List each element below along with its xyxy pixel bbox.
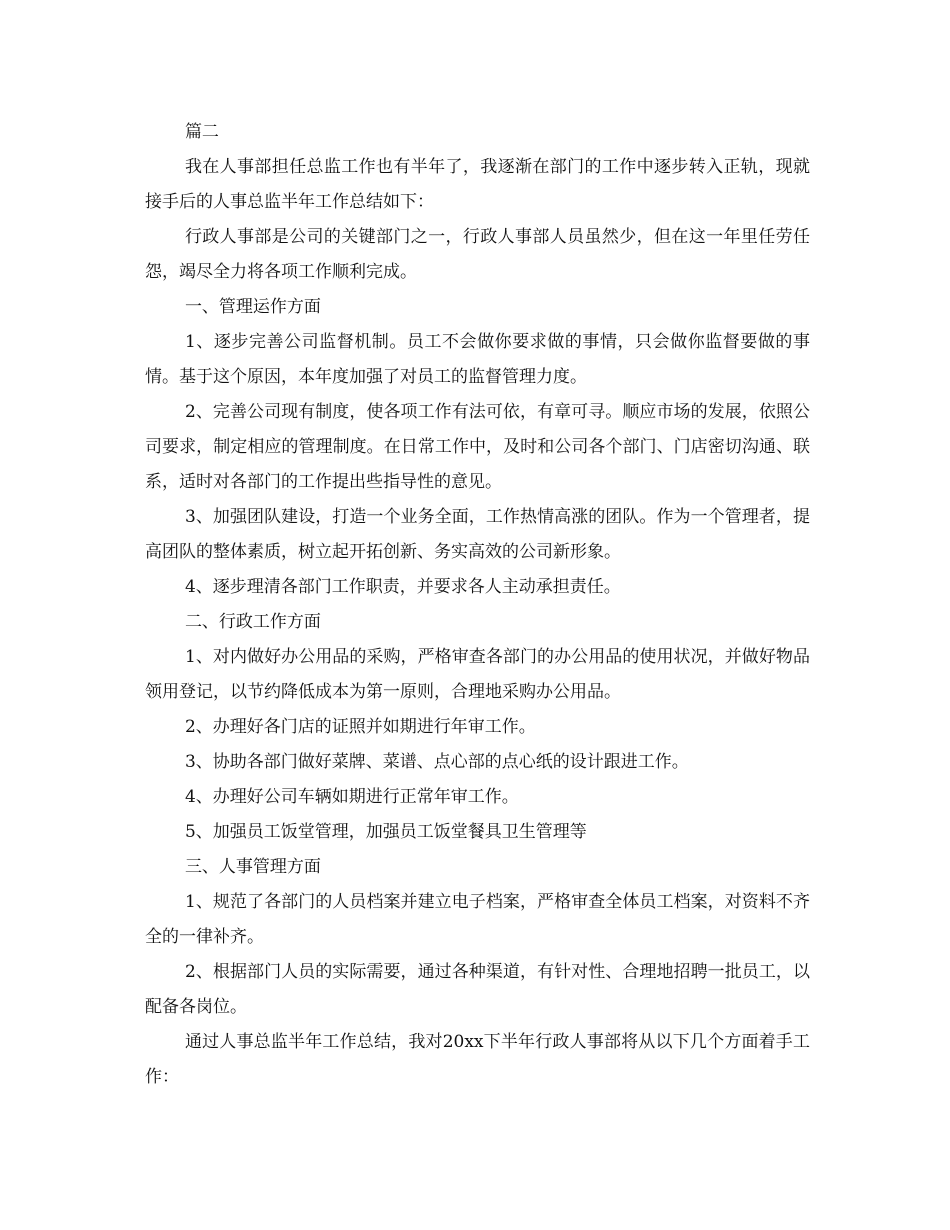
paragraph-conclusion: 通过人事总监半年工作总结，我对20xx下半年行政人事部将从以下几个方面着手工作：: [145, 1032, 810, 1087]
paragraph-admin-5: 5、加强员工饭堂管理，加强员工饭堂餐具卫生管理等: [184, 822, 587, 842]
paragraph-management-4: 4、逐步理清各部门工作职责，并要求各人主动承担责任。: [184, 577, 621, 597]
paragraph-management-3: 3、加强团队建设，打造一个业务全面，工作热情高涨的团队。作为一个管理者，提高团队的整体素质，树立起开拓创新、务实高效的公司新形象。: [145, 507, 810, 562]
paragraph-admin-2: 2、办理好各门店的证照并如期进行年审工作。: [184, 717, 536, 737]
heading-personnel: 三、人事管理方面: [184, 857, 321, 877]
heading-management: 一、管理运作方面: [184, 297, 321, 317]
paragraph-management-1: 1、逐步完善公司监督机制。员工不会做你要求做的事情，只会做你监督要做的事情。基于这个原因，本年度加强了对员工的监督管理力度。: [145, 332, 810, 387]
paragraph-management-2: 2、完善公司现有制度，使各项工作有法可依，有章可寻。顺应市场的发展，依照公司要求，制定相应的管理制度。在日常工作中，及时和公司各个部门、门店密切沟通、联系，适时对各部门的工作提出些指导性的意见。: [145, 402, 810, 492]
document-page: [145, 115, 810, 1095]
paragraph-admin-3: 3、协助各部门做好菜牌、菜谱、点心部的点心纸的设计跟进工作。: [184, 752, 689, 772]
paragraph-department: 行政人事部是公司的关键部门之一，行政人事部人员虽然少，但在这一年里任劳任怨，竭尽全力将各项工作顺利完成。: [145, 227, 810, 282]
paragraph-personnel-2: 2、根据部门人员的实际需要，通过各种渠道，有针对性、合理地招聘一批员工，以配备各岗位。: [145, 962, 810, 1017]
paragraph-admin-4: 4、办理好公司车辆如期进行正常年审工作。: [184, 787, 519, 807]
paragraph-personnel-1: 1、规范了各部门的人员档案并建立电子档案，严格审查全体员工档案，对资料不齐全的一律补齐。: [145, 892, 810, 947]
paragraph-admin-1: 1、对内做好办公用品的采购，严格审查各部门的办公用品的使用状况，并做好物品领用登记，以节约降低成本为第一原则，合理地采购办公用品。: [145, 647, 810, 702]
heading-administration: 二、行政工作方面: [184, 612, 321, 632]
section-heading: 篇二: [184, 122, 219, 142]
paragraph-intro: 我在人事部担任总监工作也有半年了，我逐渐在部门的工作中逐步转入正轨，现就接手后的人事总监半年工作总结如下：: [145, 157, 810, 212]
